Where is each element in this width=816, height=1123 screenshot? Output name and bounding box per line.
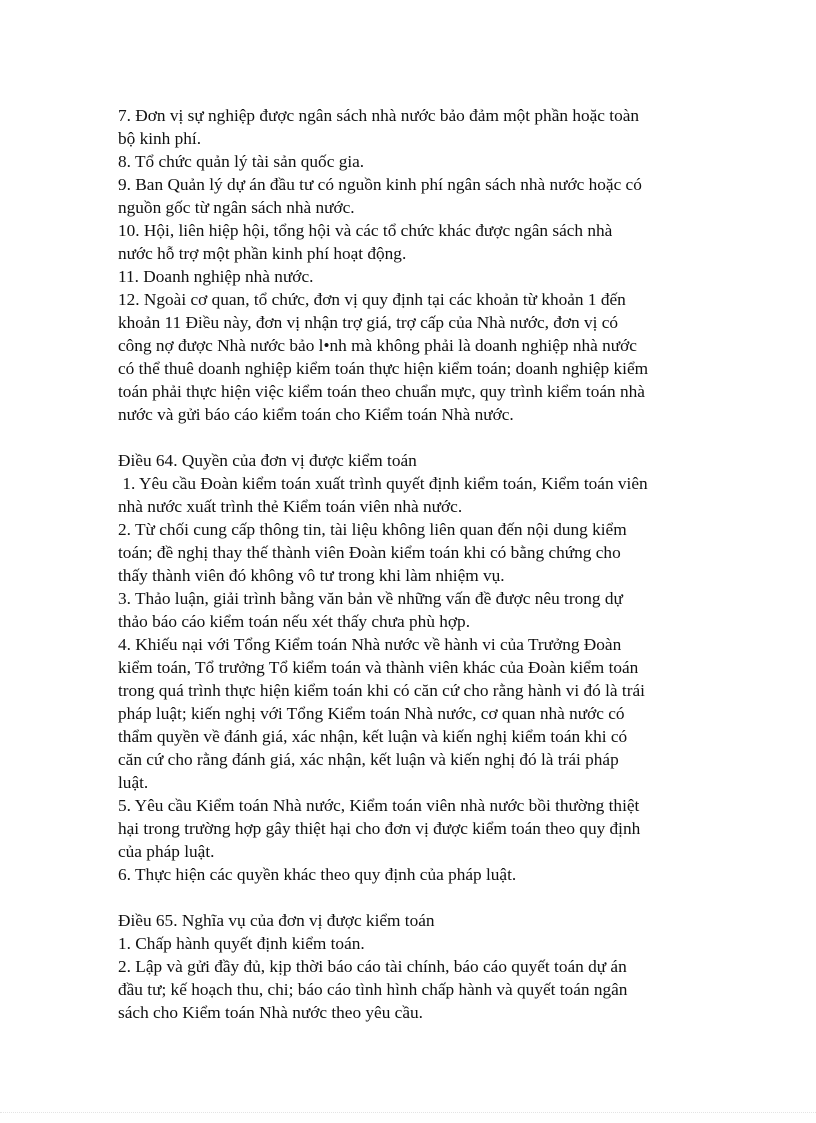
section-entity-list <box>118 104 698 426</box>
list-item-7: 7. Đơn vị sự nghiệp được ngân sách nhà nước bảo đảm một phần hoặc toàn bộ kinh phí. <box>118 106 640 148</box>
list-item-8: 8. Tổ chức quản lý tài sản quốc gia. <box>118 152 365 171</box>
article-64-item-5: 5. Yêu cầu Kiểm toán Nhà nước, Kiểm toán viên nhà nước bồi thường thiệt hại trong trường hợp gây thiệt hại cho đơn vị được kiểm toán theo quy định của pháp luật. <box>118 796 641 861</box>
page-bottom-rule <box>0 1112 816 1113</box>
paragraph-gap <box>118 426 698 449</box>
document-body <box>118 104 698 1024</box>
article-64-item-4: 4. Khiếu nại với Tổng Kiểm toán Nhà nước về hành vi của Trưởng Đoàn kiểm toán, Tổ trưởng Tổ kiểm toán và thành viên khác của Đoàn kiểm toán trong quá trình thực hiện kiểm toán khi có căn cứ cho rằng hành vi đó là trái pháp luật; kiến nghị với Tổng Kiểm toán Nhà nước, cơ quan nhà nước có thẩm quyền về đánh giá, xác nhận, kết luận và kiến nghị kiểm toán khi có căn cứ cho rằng đánh giá, xác nhận, kết luận và kiến nghị đó là trái pháp luật. <box>118 635 645 792</box>
article-64-item-3: 3. Thảo luận, giải trình bằng văn bản về những vấn đề được nêu trong dự thảo báo cáo kiểm toán nếu xét thấy chưa phù hợp. <box>118 589 623 631</box>
list-item-12: 12. Ngoài cơ quan, tổ chức, đơn vị quy định tại các khoản từ khoản 1 đến khoản 11 Điều này, đơn vị nhận trợ giá, trợ cấp của Nhà nước, đơn vị có công nợ được Nhà nước bảo l•nh mà không phải là doanh nghiệp nhà nước có thể thuê doanh nghiệp kiểm toán thực hiện kiểm toán; doanh nghiệp kiểm toán phải thực hiện việc kiểm toán theo chuẩn mực, quy trình kiểm toán nhà nước và gửi báo cáo kiểm toán cho Kiểm toán Nhà nước. <box>118 290 649 424</box>
article-64 <box>118 449 698 886</box>
article-64-item-6: 6. Thực hiện các quyền khác theo quy định của pháp luật. <box>118 865 517 884</box>
article-65 <box>118 909 698 1024</box>
list-item-11: 11. Doanh nghiệp nhà nước. <box>118 267 314 286</box>
article-65-heading: Điều 65. Nghĩa vụ của đơn vị được kiểm toán <box>118 911 435 930</box>
list-item-9: 9. Ban Quản lý dự án đầu tư có nguồn kinh phí ngân sách nhà nước hoặc có nguồn gốc từ ngân sách nhà nước. <box>118 175 642 217</box>
article-64-item-1: 1. Yêu cầu Đoàn kiểm toán xuất trình quyết định kiểm toán, Kiểm toán viên nhà nước xuất trình thẻ Kiểm toán viên nhà nước. <box>118 474 648 516</box>
article-64-item-2: 2. Từ chối cung cấp thông tin, tài liệu không liên quan đến nội dung kiểm toán; đề nghị thay thế thành viên Đoàn kiểm toán khi có bằng chứng cho thấy thành viên đó không vô tư trong khi làm nhiệm vụ. <box>118 520 627 585</box>
article-65-item-1: 1. Chấp hành quyết định kiểm toán. <box>118 934 365 953</box>
article-65-item-2: 2. Lập và gửi đầy đủ, kịp thời báo cáo tài chính, báo cáo quyết toán dự án đầu tư; kế hoạch thu, chi; báo cáo tình hình chấp hành và quyết toán ngân sách cho Kiểm toán Nhà nước theo yêu cầu. <box>118 957 628 1022</box>
paragraph-gap <box>118 886 698 909</box>
article-64-heading: Điều 64. Quyền của đơn vị được kiểm toán <box>118 451 417 470</box>
list-item-10: 10. Hội, liên hiệp hội, tổng hội và các tổ chức khác được ngân sách nhà nước hỗ trợ một phần kinh phí hoạt động. <box>118 221 613 263</box>
